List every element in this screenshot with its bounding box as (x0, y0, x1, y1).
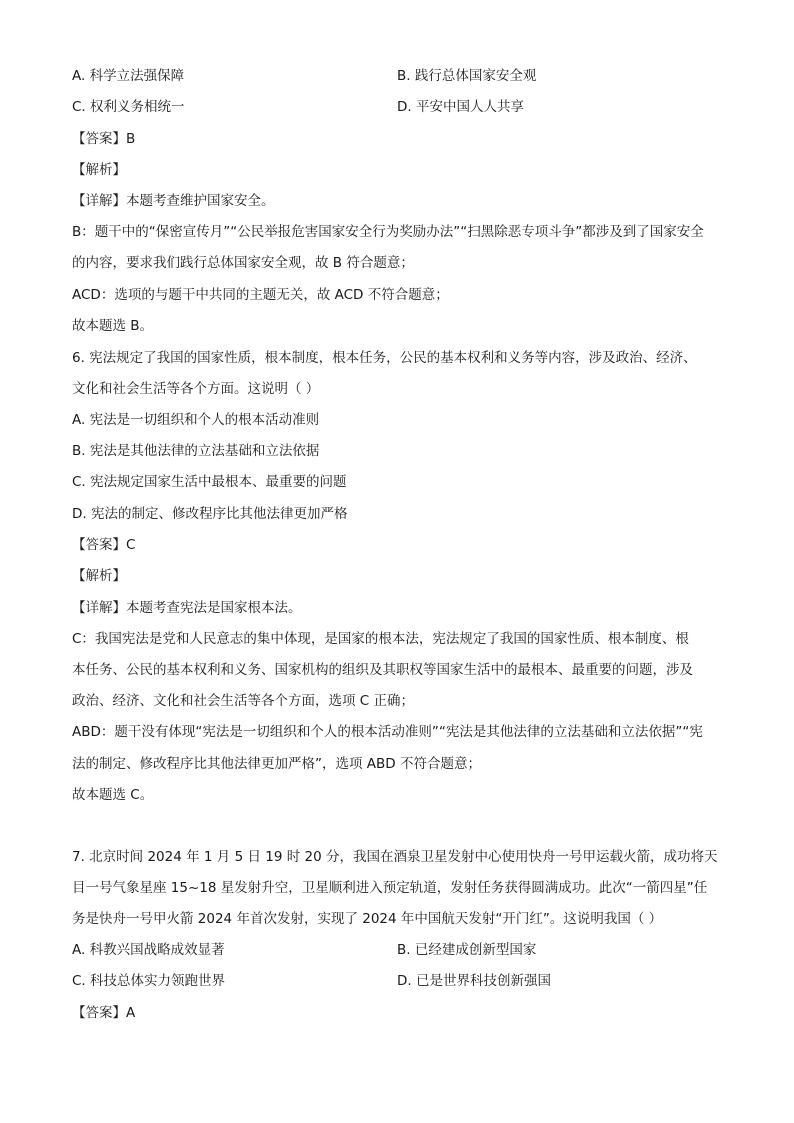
q5-option-d: D. 平安中国人人共享 (397, 99, 524, 115)
q5-explanation-b-line1: B：题干中的“保密宣传月”“公民举报危害国家安全行为奖励办法”“扫黑除恶专项斗争”都涉及到了国家安全 (72, 224, 704, 240)
q6-explanation-abd-line2: 法的制定、修改程序比其他法律更加严格”，选项 ABD 不符合题意； (72, 756, 481, 772)
q6-explanation-abd-line1: ABD：题干没有体现“宪法是一切组织和个人的根本活动准则”“宪法是其他法律的立法基础和立法依据”“宪 (72, 724, 703, 740)
q7-option-d: D. 已是世界科技创新强国 (397, 973, 551, 989)
q5-explanation-acd: ACD：选项的与题干中共同的主题无关，故 ACD 不符合题意； (72, 287, 449, 303)
q6-analysis-heading: 【解析】 (72, 568, 126, 584)
q6-detail: 【详解】本题考查宪法是国家根本法。 (72, 600, 302, 616)
q5-option-b: B. 践行总体国家安全观 (397, 68, 537, 84)
q7-option-c: C. 科技总体实力领跑世界 (72, 973, 226, 989)
q7-stem-line1: 7. 北京时间 2024 年 1 月 5 日 19 时 20 分，我国在酒泉卫星发射中心使用快舟一号甲运载火箭，成功将天 (72, 849, 718, 865)
q5-conclusion: 故本题选 B。 (72, 318, 154, 334)
q6-option-b: B. 宪法是其他法律的立法基础和立法依据 (72, 443, 320, 459)
q6-option-c: C. 宪法规定国家生活中最根本、最重要的问题 (72, 474, 347, 490)
q6-conclusion: 故本题选 C。 (72, 787, 154, 803)
q5-explanation-b-line2: 的内容，要求我们践行总体国家安全观，故 B 符合题意； (72, 255, 414, 271)
q5-detail: 【详解】本题考查维护国家安全。 (72, 193, 275, 209)
q6-option-d: D. 宪法的制定、修改程序比其他法律更加严格 (72, 506, 348, 522)
q6-stem-line2: 文化和社会生活等各个方面。这说明（ ） (72, 381, 320, 397)
q6-explanation-c-line1: C：我国宪法是党和人民意志的集中体现，是国家的根本法，宪法规定了我国的国家性质、根本制度、根 (72, 631, 689, 647)
q7-option-a: A. 科教兴国战略成效显著 (72, 942, 225, 958)
q6-explanation-c-line3: 政治、经济、文化和社会生活等各个方面，选项 C 正确； (72, 693, 415, 709)
q6-explanation-c-line2: 本任务、公民的基本权利和义务、国家机构的组织及其职权等国家生活中的最根本、最重要的问题，涉及 (72, 662, 693, 678)
q5-option-c: C. 权利义务相统一 (72, 99, 185, 115)
q7-answer: 【答案】A (72, 1005, 136, 1021)
q7-stem-line2: 目一号气象星座 15~18 星发射升空，卫星顺利进入预定轨道，发射任务获得圆满成功。此次“一箭四星”任 (72, 880, 708, 896)
q5-answer: 【答案】B (72, 131, 136, 147)
q6-option-a: A. 宪法是一切组织和个人的根本活动准则 (72, 412, 320, 428)
q7-stem-line3: 务是快舟一号甲火箭 2024 年首次发射，实现了 2024 年中国航天发射“开门红”。这说明我国（ ） (72, 911, 663, 927)
q5-analysis-heading: 【解析】 (72, 162, 126, 178)
q5-option-a: A. 科学立法强保障 (72, 68, 185, 84)
q6-answer: 【答案】C (72, 537, 136, 553)
q7-option-b: B. 已经建成创新型国家 (397, 942, 537, 958)
q6-stem-line1: 6. 宪法规定了我国的国家性质，根本制度，根本任务，公民的基本权利和义务等内容，涉及政治、经济、 (72, 350, 697, 366)
